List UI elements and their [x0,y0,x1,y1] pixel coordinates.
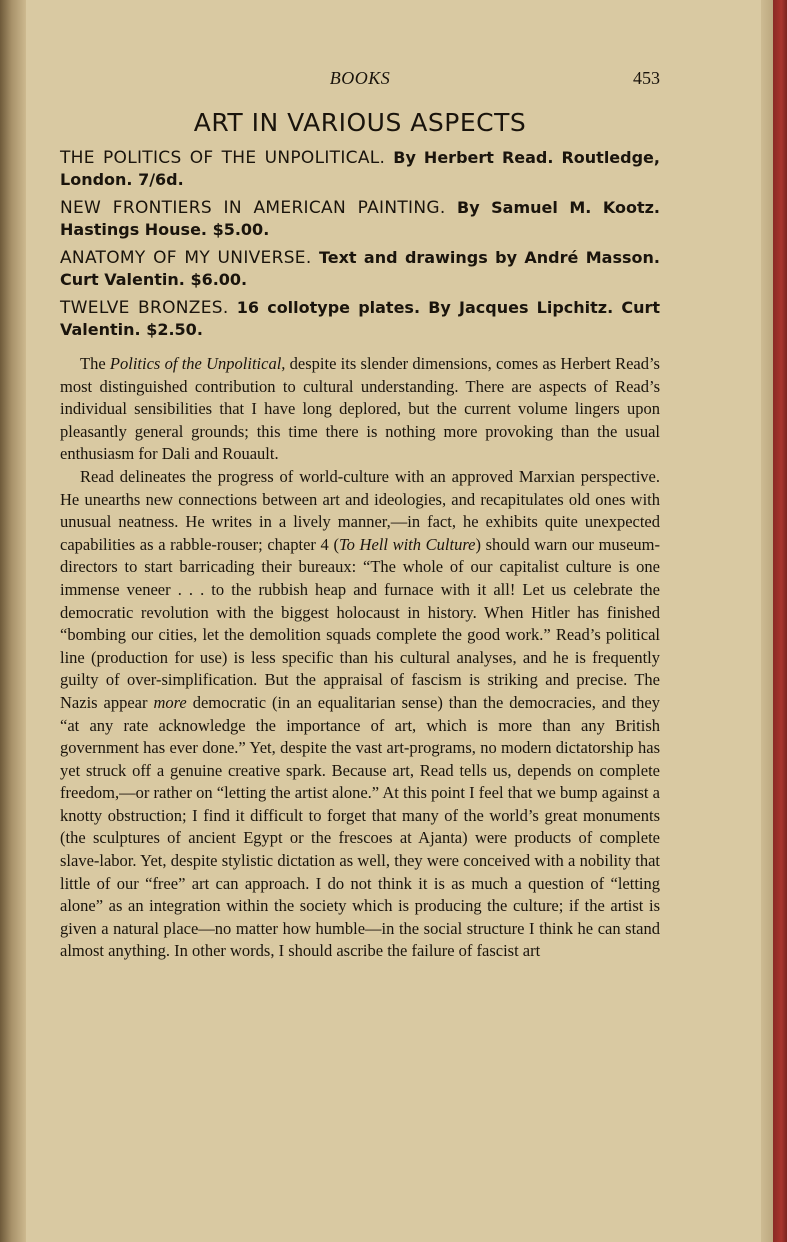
book-entry [60,147,660,191]
p2-emphasis: more [153,692,187,712]
review-body [60,353,660,963]
book-entry [60,297,660,341]
book-entry [60,247,660,291]
paragraph-1 [60,353,660,466]
book-title: NEW FRONTIERS IN AMERICAN PAINTING. [60,198,446,218]
book-title: TWELVE BRONZES. [60,298,229,318]
paragraph-2 [60,466,660,963]
book-details: 16 collotype plates. By Jacques Lipchitz. Curt Valentin. $2.50. [60,298,661,339]
section-title: ART IN VARIOUS ASPECTS [193,108,527,137]
p1-start: The [80,354,110,373]
book-details: By Herbert Read. Routledge, London. 7/6d. [60,148,660,189]
p2-chapter-title: To Hell with Culture [338,534,476,554]
book-spine-shadow [0,0,26,1242]
p1-rest: despite its slender dimensions, comes as Herbert Read’s most distinguished contribution to cultural understanding. There are aspects of Read’s individual sensibilities that I have long deplored, but the current volume lingers upon pleasantly general grounds; this time there is nothing more provoking than the usual enthusiasm for Dali and Rouault. [60,354,660,464]
book-details: By Samuel M. Kootz. Hastings House. $5.00. [60,198,660,239]
book-entry [60,197,660,241]
p2-start: Read delineates the progress of world-culture with an approved Marxian perspective. He unearths new connections between art and ideologies, and recapitulates old ones with unusual neatness. He writes in a lively manner,—in fact, he exhibits quite unexpected capabilities as a rabble-rouser; chapter 4 ( [60,466,660,554]
p1-book-title: Politics of the Unpolitical, [109,354,286,373]
red-binding-edge [773,0,787,1242]
book-title: THE POLITICS OF THE UNPOLITICAL. [60,148,386,168]
book-title: ANATOMY OF MY UNIVERSE. [60,248,312,268]
running-head [60,62,660,92]
page-number: 453 [633,68,660,88]
p2-mid: ) should warn our museum-directors to start barricading their bureaux: “The whole of our capitalist culture is one immense veneer . . . to the rubbish heap and furnace with it all! Let us celebrate the democratic revolution with the biggest holocaust in history. When Hitler has finished “bombing our cities, let the demolition squads complete the good work.” Read’s political line (production for use) is less specific than his cultural analyses, and he is frequently guilty of over-simplification. But the appraisal of fascism is striking and precise. The Nazis appear [60,534,660,712]
book-details: Text and drawings by André Masson. Curt Valentin. $6.00. [60,248,660,289]
p2-rest: democratic (in an equalitarian sense) than the democracies, and they “at any rate acknowledge the importance of art, which is more than any British government has ever done.” Yet, despite the vast art-programs, no modern dictatorship has yet struck off a genuine creative spark. Because art, Read tells us, depends on complete freedom,—or rather on “letting the artist alone.” At this point I feel that we bump against a knotty obstruction; I find it difficult to forget that many of the world’s great monuments (the sculptures of ancient Egypt or the frescoes at Ajanta) were products of complete slave-labor. Yet, despite stylistic dictation as well, they were conceived with a nobility that little of our “free” art can approach. I do not think it is as much a question of “letting alone” as an integration within the society which is producing the culture; if the artist is given a natural place—no matter how humble—in the social structure I think he can stand almost anything. In other words, I should ascribe the failure of fascist art [60,692,660,961]
book-page [60,62,660,963]
running-title: BOOKS [329,68,391,88]
